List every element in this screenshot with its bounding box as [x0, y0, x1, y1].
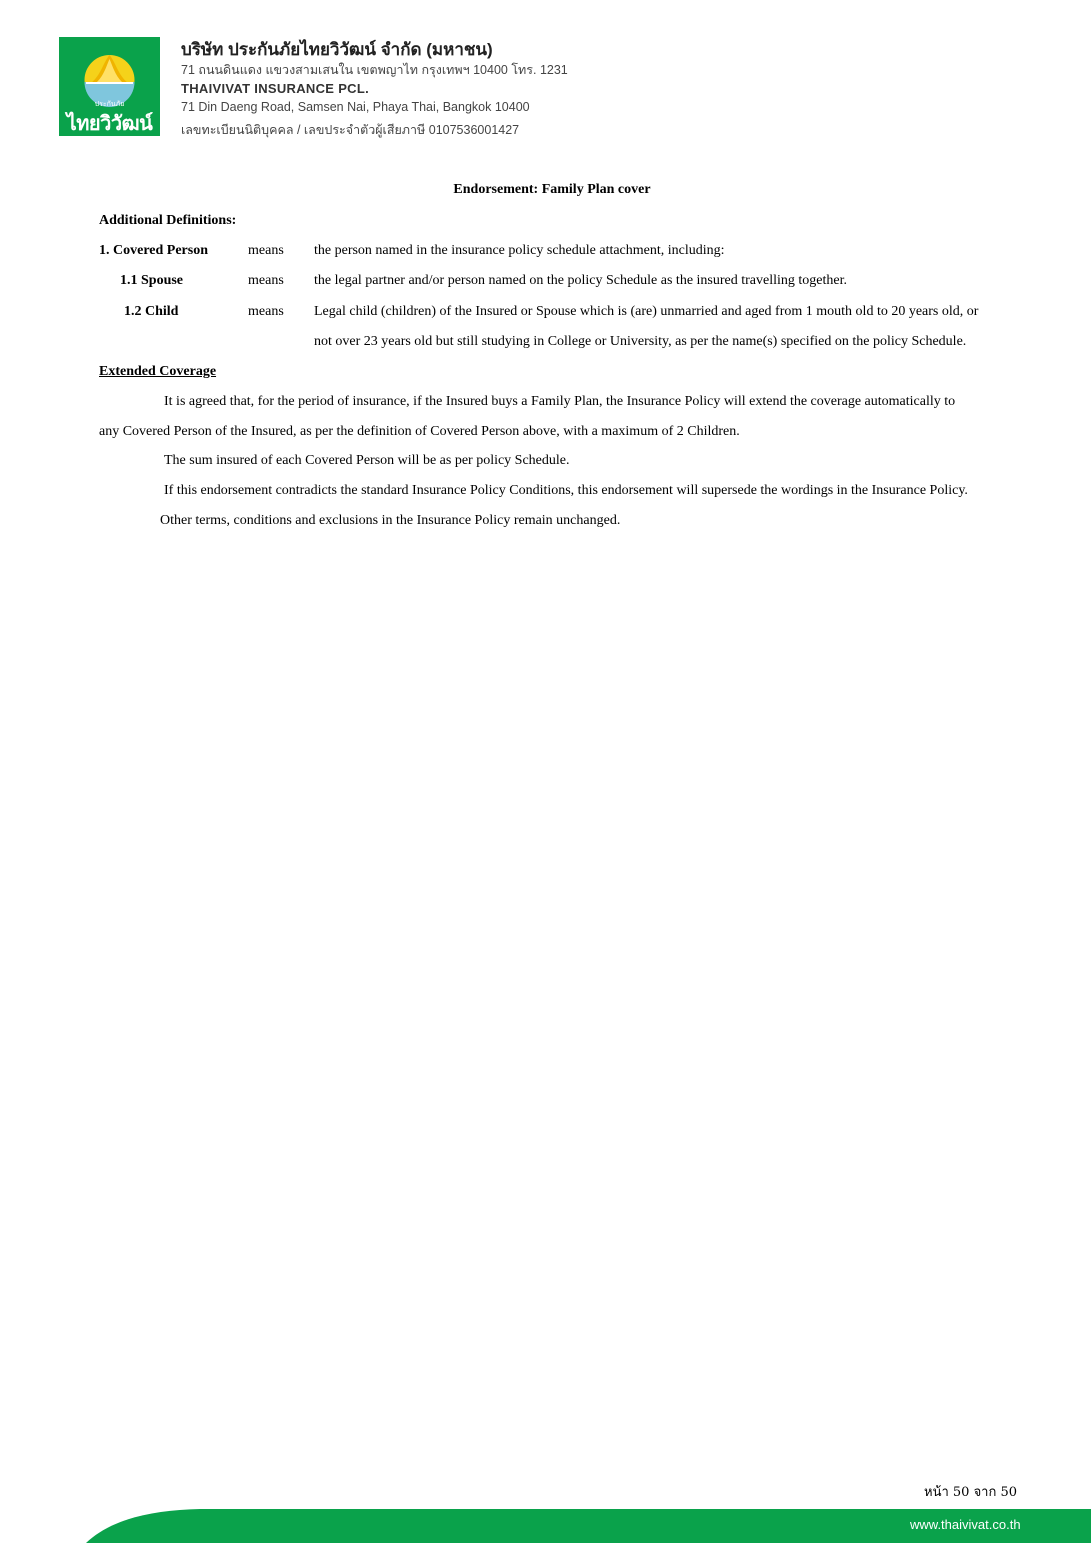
definition-text: Legal child (children) of the Insured or Spouse which is (are) unmarried and aged from 1 mouth old to 20 years old, or — [314, 304, 979, 319]
paragraph-text: If this endorsement contradicts the standard Insurance Policy Conditions, this endorsement will supersede the wordings in the Insurance Policy. — [164, 483, 968, 498]
page-number: หน้า 50 จาก 50 — [924, 1485, 1018, 1500]
additional-definitions-heading: Additional Definitions: — [99, 213, 237, 228]
definition-text: the legal partner and/or person named on the policy Schedule as the insured travelling together. — [314, 273, 847, 288]
definition-means: means — [248, 304, 284, 319]
paragraph-text: any Covered Person of the Insured, as per the definition of Covered Person above, with a maximum of 2 Children. — [99, 424, 740, 439]
definition-means: means — [248, 273, 284, 288]
definition-term: 1.1 Spouse — [120, 273, 184, 288]
definition-text: the person named in the insurance policy schedule attachment, including: — [314, 243, 725, 258]
document-title: Endorsement: Family Plan cover — [453, 182, 651, 197]
company-name-en: THAIVIVAT INSURANCE PCL. — [181, 81, 369, 96]
company-header — [181, 36, 568, 140]
paragraph-text: Other terms, conditions and exclusions in the Insurance Policy remain unchanged. — [160, 513, 621, 528]
company-logo — [59, 37, 160, 136]
company-name-th: บริษัท ประกันภัยไทยวิวัฒน์ จำกัด (มหาชน) — [181, 40, 493, 59]
company-address-th: 71 ถนนดินแดง แขวงสามเสนใน เขตพญาไท กรุงเทพฯ 10400 โทร. 1231 — [181, 63, 568, 77]
definition-text-continued: not over 23 years old but still studying in College or University, as per the name(s) specified on the policy Schedule. — [314, 334, 967, 349]
company-tax-id: เลขทะเบียนนิติบุคคล / เลขประจำตัวผู้เสียภาษี 0107536001427 — [181, 123, 520, 137]
definition-term: 1.2 Child — [124, 304, 179, 319]
definition-term: 1. Covered Person — [99, 243, 208, 258]
logo-small-text: ประกันภัย — [94, 100, 125, 108]
extended-coverage-heading: Extended Coverage — [99, 364, 217, 379]
logo-name-text: ไทยวิวัฒน์ — [66, 111, 153, 135]
paragraph-text: It is agreed that, for the period of insurance, if the Insured buys a Family Plan, the Insurance Policy will extend the coverage automatically to — [164, 394, 956, 409]
paragraph-text: The sum insured of each Covered Person will be as per policy Schedule. — [164, 453, 570, 468]
website-link[interactable]: www.thaivivat.co.th — [910, 1517, 1021, 1532]
company-address-en: 71 Din Daeng Road, Samsen Nai, Phaya Thai, Bangkok 10400 — [181, 100, 530, 114]
definition-means: means — [248, 243, 284, 258]
